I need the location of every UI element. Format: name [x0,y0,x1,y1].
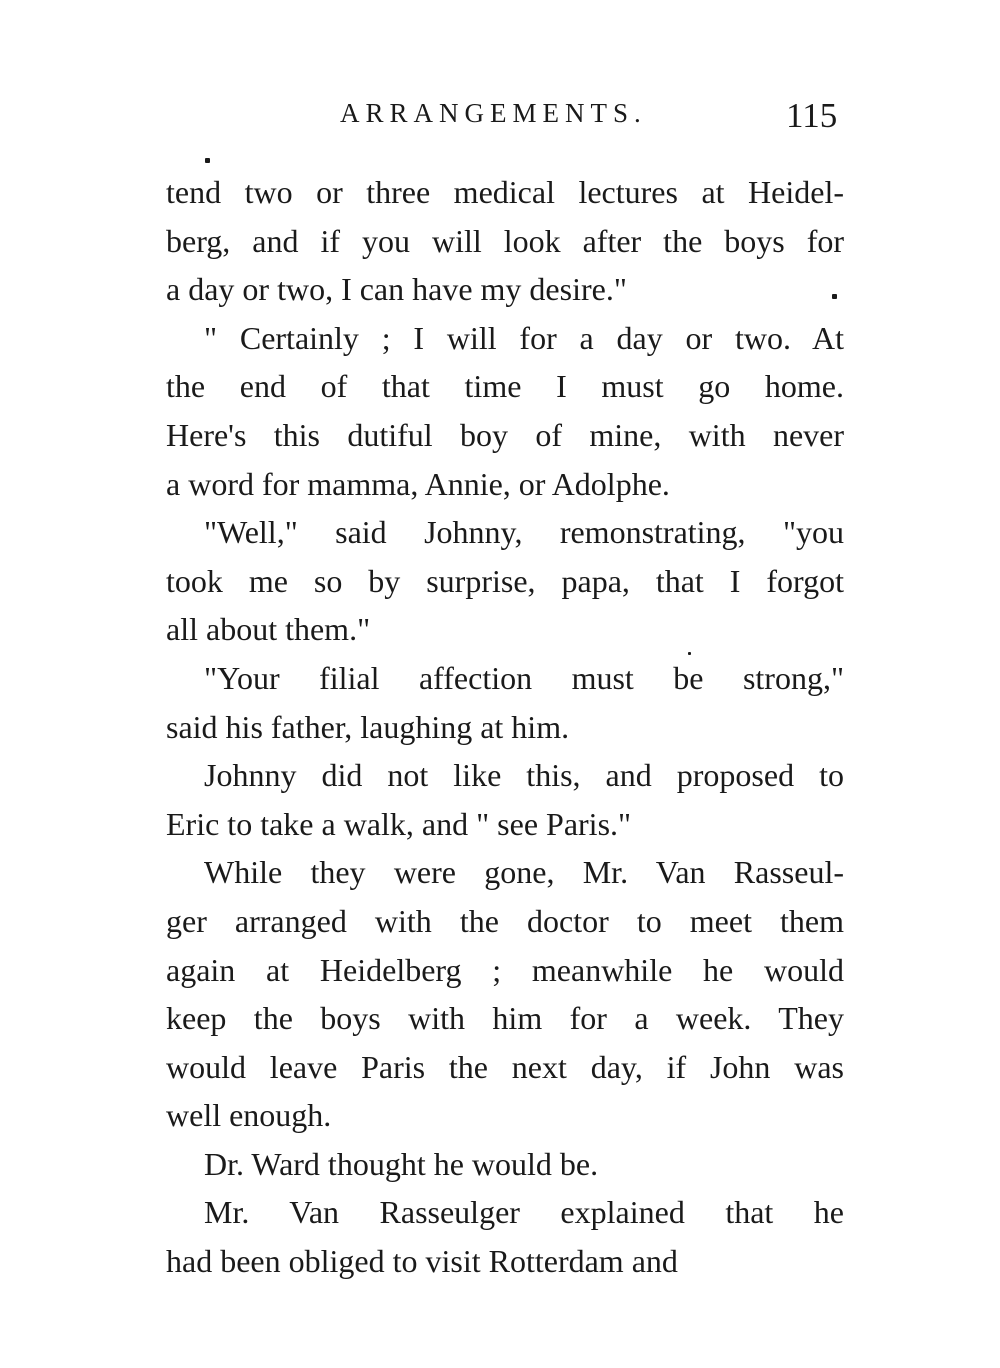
paragraph [166,751,844,848]
text-line: all about them." [166,611,371,648]
text-line: Eric to take a walk, and " see Paris." [166,805,632,842]
text-line: Mr. Van Rasseulger explained that he [204,1194,844,1231]
running-head: ARRANGEMENTS. [340,98,647,128]
text-line: keep the boys with him for a week. They [166,1000,844,1037]
print-speck [205,158,210,163]
text-line: would leave Paris the next day, if John was [166,1048,844,1085]
text-line: Johnny did not like this, and proposed to [204,757,844,794]
text-line: took me so by surprise, papa, that I forgot [166,562,844,599]
paragraph [166,314,844,508]
text-line: tend two or three medical lectures at Heidel- [166,174,844,210]
text-line: While they were gone, Mr. Van Rasseul- [204,854,844,891]
page-number: 115 [786,96,838,135]
paragraph [166,1140,844,1189]
paragraph [166,848,844,1140]
paragraph [166,168,844,314]
text-line: a word for mamma, Annie, or Adolphe. [166,465,670,502]
paragraph [166,1188,844,1285]
text-line: Dr. Ward thought he would be. [204,1145,599,1182]
text-line: ger arranged with the doctor to meet them [166,902,844,939]
text-line: Here's this dutiful boy of mine, with never [166,416,844,453]
text-line: a day or two, I can have my desire." [166,271,627,308]
paragraph [166,654,844,751]
text-line: berg, and if you will look after the boys for [166,222,844,259]
text-line: had been obliged to visit Rotterdam and [166,1243,678,1280]
paragraph [166,508,844,654]
body-text [166,168,844,1286]
text-line: "Your filial affection must be strong," [204,659,844,696]
text-line: "Well," said Johnny, remonstrating, "you [204,514,844,551]
text-line: well enough. [166,1097,332,1134]
text-line: again at Heidelberg ; meanwhile he would [166,951,844,988]
text-line: said his father, laughing at him. [166,708,570,745]
text-line: the end of that time I must go home. [166,368,844,405]
text-line: " Certainly ; I will for a day or two. At [204,319,844,356]
